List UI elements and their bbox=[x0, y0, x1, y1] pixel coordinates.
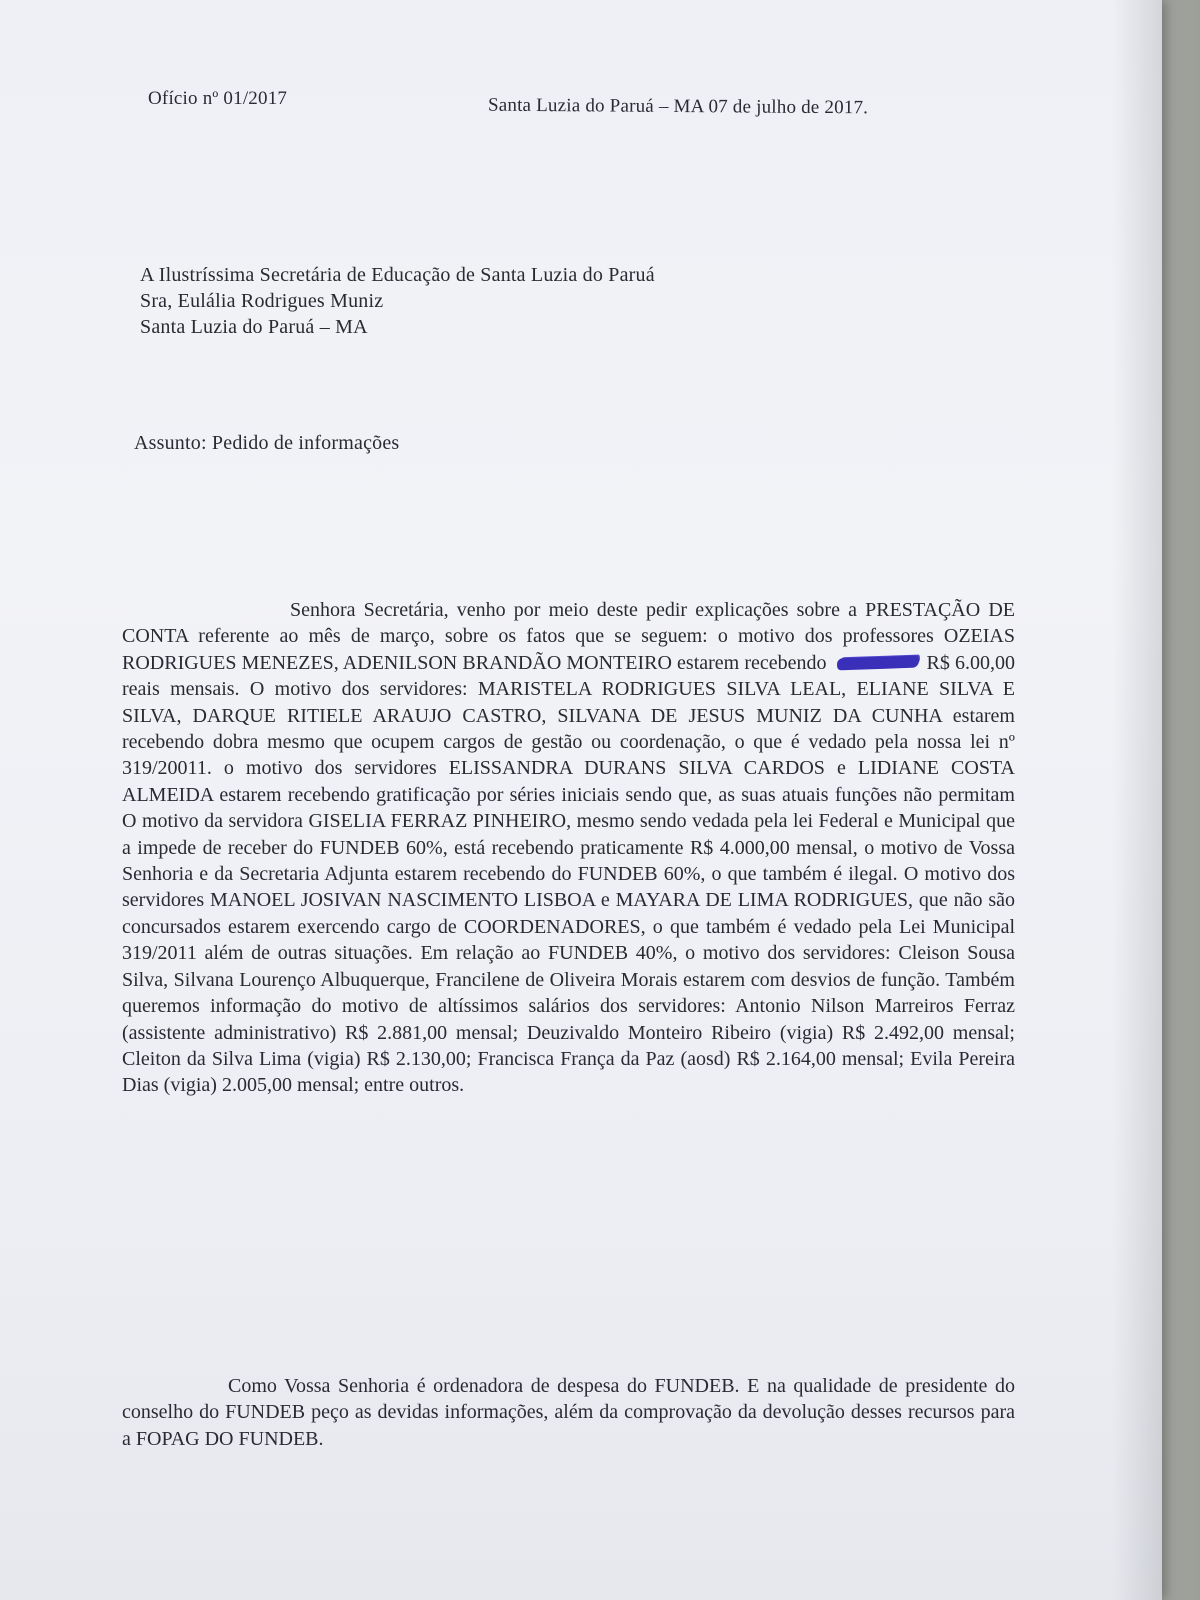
paragraph-2-text: Como Vossa Senhoria é ordenadora de despesa do FUNDEB. E na qualidade de presidente do conselho do FUNDEB peço as devidas informações, além da comprovação da devolução desses recursos para a FOPAG DO FUNDEB. bbox=[122, 1375, 1015, 1450]
letter-body-paragraph-1 bbox=[122, 597, 1015, 1099]
letter-body-paragraph-2 bbox=[122, 1373, 1015, 1452]
addressee-line-1: A Ilustríssima Secretária de Educação de Santa Luzia do Paruá bbox=[140, 264, 655, 286]
addressee-line-3: Santa Luzia do Paruá – MA bbox=[140, 316, 368, 338]
paragraph-1-text-b: R$ 6.00,00 reais mensais. O motivo dos servidores: MARISTELA RODRIGUES SILVA LEAL, ELIANE SILVA E SILVA, DARQUE RITIELE ARAUJO CASTRO, SILVANA DE JESUS MUNIZ DA CUNHA estarem recebendo dobra mesmo que ocupem cargos de gestão ou coordenação, o que é vedado pela nossa lei nº 319/20011. o motivo dos servidores ELISSANDRA DURANS SILVA CARDOS e LIDIANE COSTA ALMEIDA estarem recebendo gratificação por séries iniciais sendo que, as suas atuais funções não permitam O motivo da servidora GISELIA FERRAZ PINHEIRO, mesmo sendo vedada pela lei Federal e Municipal que a impede de receber do FUNDEB 60%, está recebendo praticamente R$ 4.000,00 mensal, o motivo de Vossa Senhoria e da Secretaria Adjunta estarem recebendo do FUNDEB 60%, o que também é ilegal. O motivo dos servidores MANOEL JOSIVAN NASCIMENTO LISBOA e MAYARA DE LIMA RODRIGUES, que não são concursados estarem exercendo cargo de COORDENADORES, o que também é vedado pela Lei Municipal 319/2011 além de outras situações. Em relação ao FUNDEB 40%, o motivo dos servidores: Cleison Sousa Silva, Silvana Lourenço Albuquerque, Francilene de Oliveira Morais estarem com desvios de função. Também queremos informação do motivo de altíssimos salários dos servidores: Antonio Nilson Marreiros Ferraz (assistente administrativo) R$ 2.881,00 mensal; Deuzivaldo Monteiro Ribeiro (vigia) R$ 2.492,00 mensal; Cleiton da Silva Lima (vigia) R$ 2.130,00; Francisca França da Paz (aosd) R$ 2.164,00 mensal; Evila Pereira Dias (vigia) 2.005,00 mensal; entre outros. bbox=[122, 651, 1015, 1097]
addressee-line-2: Sra, Eulália Rodrigues Muniz bbox=[140, 290, 384, 312]
paragraph-1-text-a: Senhora Secretária, venho por meio deste pedir explicações sobre a PRESTAÇÃO DE CONTA referente ao mês de março, sobre os fatos que se seguem: o motivo dos professores OZEIAS RODRIGUES MENEZES, ADENILSON BRANDÃO MONTEIRO estarem recebendo bbox=[122, 599, 1015, 674]
redaction-mark bbox=[836, 655, 918, 670]
letter-place-date: Santa Luzia do Paruá – MA 07 de julho de 2017. bbox=[487, 94, 869, 119]
letter-subject: Assunto: Pedido de informações bbox=[134, 432, 400, 454]
letter-reference: Ofício nº 01/2017 bbox=[148, 88, 288, 109]
paper-edge-shadow bbox=[1112, 0, 1162, 1600]
